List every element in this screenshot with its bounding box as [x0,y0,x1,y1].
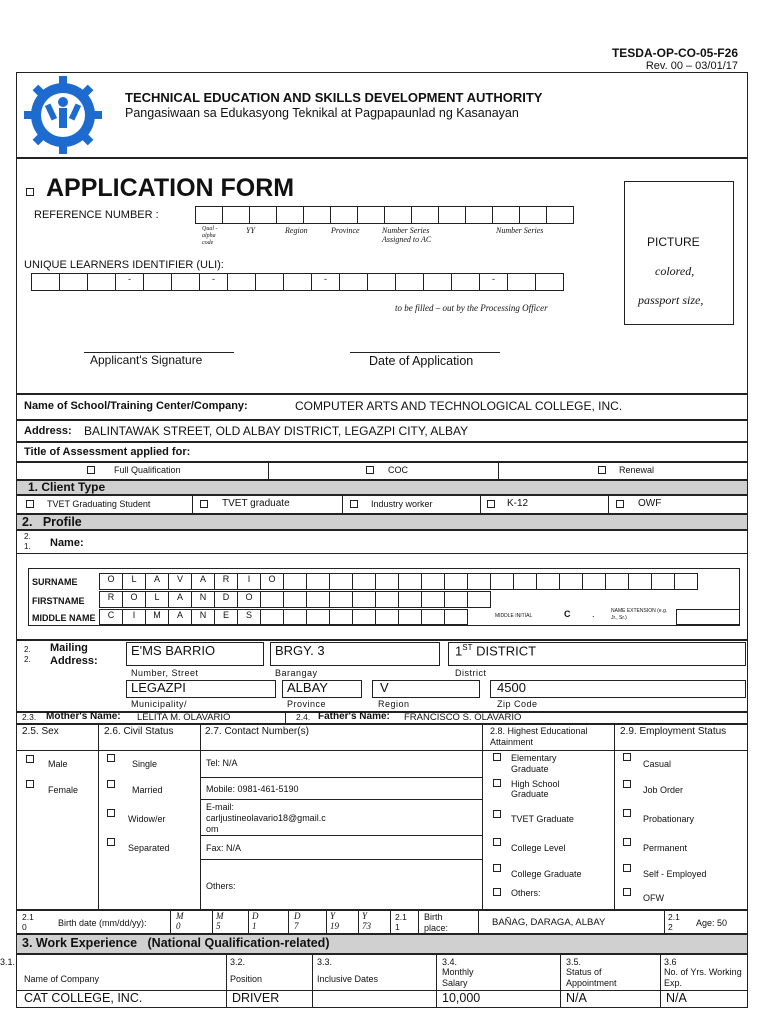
tvet-graduate-label: TVET graduate [222,498,290,509]
school-value[interactable]: COMPUTER ARTS AND TECHNOLOGICAL COLLEGE, INC. [295,399,623,413]
middlename-cells[interactable]: C I M A N E S [100,609,468,625]
mother-label: Mother's Name: [46,711,121,722]
permanent-checkbox[interactable] [623,838,631,846]
birth-y2[interactable]: Y 73 [362,911,371,931]
mother-value[interactable]: LELITA M. OLAVARIO [137,712,231,723]
name-extension-box[interactable] [676,609,740,625]
ref-sub-yy: YY [246,226,255,235]
probationary-checkbox[interactable] [623,809,631,817]
fax-value[interactable]: Fax: N/A [206,843,242,853]
tvet-graduate-edu-checkbox[interactable] [493,810,501,818]
work-position[interactable]: DRIVER [232,991,280,1005]
reference-number-grid[interactable] [196,206,574,224]
street-value: E'MS BARRIO [131,643,216,658]
middle-initial-dot: . [592,609,595,619]
male-checkbox[interactable] [26,755,34,763]
details-table [16,724,748,910]
age-value[interactable]: Age: 50 [696,918,728,928]
signature-label: Applicant's Signature [90,353,203,367]
father-num: 2.4. [296,712,311,722]
birth-m2[interactable]: M 5 [216,911,224,931]
email-label: E-mail: [206,802,235,812]
others-edu-label: Others: [511,888,541,898]
college-graduate-label: College Graduate [511,869,582,879]
name-label: Name: [50,537,84,549]
owf-checkbox[interactable] [616,500,624,508]
form-code: TESDA-OP-CO-05-F26 [611,46,738,60]
firstname-cells[interactable]: R O L A N D O [100,591,491,608]
self-employed-checkbox[interactable] [623,864,631,872]
mailing-label: Mailing Address: [50,642,98,667]
tvet-graduate-edu-label: TVET Graduate [511,814,574,824]
work-years[interactable]: N/A [666,991,687,1005]
job-order-checkbox[interactable] [623,780,631,788]
zip-field[interactable] [490,680,746,698]
ref-sub-region: Region [285,226,308,235]
address-label: Address: [24,425,72,437]
widower-label: Widow/er [128,814,166,824]
client-type-title: 1. Client Type [28,480,106,494]
birthplace-value[interactable]: BAÑAG, DARAGA, ALBAY [492,917,606,928]
married-checkbox[interactable] [107,780,115,788]
k12-checkbox[interactable] [487,500,495,508]
tvet-graduating-label: TVET Graduating Student [47,499,151,509]
address-value[interactable]: BALINTAWAK STREET, OLD ALBAY DISTRICT, LEGAZPI CITY, ALBAY [84,424,469,438]
work-col2-num: 3.2. [230,957,246,967]
birthplace-num: 2.1 1 [395,912,407,932]
industry-worker-checkbox[interactable] [350,500,358,508]
self-employed-label: Self - Employed [643,869,707,879]
birth-m1[interactable]: M 0 [176,911,184,931]
mobile-value[interactable]: Mobile: 0981-461-5190 [206,784,299,794]
college-level-label: College Level [511,843,566,853]
middlename-label: MIDDLE NAME [32,613,96,623]
birthplace-label: Birth place: [424,912,449,933]
date-label: Date of Application [369,354,474,368]
separated-label: Separated [128,843,170,853]
work-col1-num: 3.1. [0,957,16,967]
renewal-label: Renewal [619,465,655,475]
high-school-label: High School Graduate [511,779,560,799]
tel-value[interactable]: Tel: N/A [206,758,238,768]
municipality-value: LEGAZPI [131,680,186,695]
full-qualification-checkbox[interactable] [87,466,95,474]
date-line [350,352,500,353]
k12-label: K-12 [507,498,529,509]
middle-initial-value[interactable]: C [564,609,571,619]
work-col1-label: Name of Company [24,974,100,984]
profile-title: 2. Profile [22,515,82,529]
client-type-header [16,480,748,495]
work-col5-label: Status of Appointment [566,967,617,988]
work-col4-label: Monthly Salary [442,967,474,988]
owf-label: OWF [638,498,662,509]
province-value: ALBAY [287,680,328,695]
ref-sub-series: Number Series [496,226,544,235]
job-order-label: Job Order [643,785,684,795]
work-col3-label: Inclusive Dates [317,974,379,984]
others-edu-checkbox[interactable] [493,888,501,896]
work-col5-num: 3.5. [566,957,582,967]
picture-colored: colored, [655,264,695,278]
casual-checkbox[interactable] [623,753,631,761]
work-title: 3. Work Experience (National Qualification-related) [22,936,330,950]
casual-label: Casual [643,759,672,769]
school-label: Name of School/Training Center/Company: [24,400,248,412]
industry-worker-label: Industry worker [371,499,433,509]
coc-label: COC [388,465,408,475]
sex-header: 2.5. Sex [22,726,59,737]
uli-label: UNIQUE LEARNERS IDENTIFIER (ULI): [24,259,224,271]
region-value: V [380,680,389,695]
male-label: Male [48,759,68,769]
work-col4-num: 3.4. [442,957,458,967]
work-col2-label: Position [230,974,263,984]
work-col3-num: 3.3. [317,957,333,967]
father-value[interactable]: FRANCISCO S. OLAVARIO [404,712,522,723]
civil-status-header: 2.6. Civil Status [104,726,174,737]
single-label: Single [132,759,158,769]
work-col6-num: 3.6 [664,957,677,967]
picture-label: PICTURE [647,235,700,249]
work-col6-label: No. of Yrs. Working Exp. [664,967,742,988]
mother-num: 2.3. [22,712,37,722]
email-value-cont: om [206,824,219,834]
ofw-label: OFW [643,893,664,903]
birth-num: 2.1 0 [22,912,34,932]
widower-checkbox[interactable] [107,809,115,817]
others-contact[interactable]: Others: [206,881,236,891]
separated-checkbox[interactable] [107,838,115,846]
surname-label: SURNAME [32,577,78,587]
birth-d2[interactable]: D 7 [294,911,301,931]
district-value: 1ST DISTRICT [455,643,537,659]
barangay-value: BRGY. 3 [275,643,325,658]
elementary-label: Elementary Graduate [511,753,557,774]
firstname-label: FIRSTNAME [32,596,85,606]
birthdate-label: Birth date (mm/dd/yy): [58,918,147,928]
father-label: Father's Name: [318,711,390,722]
zip-label: Zip Code [497,699,538,709]
application-checkbox[interactable] [26,188,34,196]
street-label: Number, Street [131,668,199,678]
education-header: 2.8. Highest Educational Attainment [490,726,588,747]
birth-d1[interactable]: D 1 [252,911,259,931]
college-level-checkbox[interactable] [493,838,501,846]
processing-note: to be filled – out by the Processing Officer [395,303,548,313]
female-checkbox[interactable] [26,780,34,788]
age-num: 2.1 2 [668,912,680,932]
picture-size: passport size, [638,293,704,307]
work-status[interactable]: N/A [566,991,587,1005]
college-graduate-checkbox[interactable] [493,864,501,872]
assessment-label: Title of Assessment applied for: [24,446,191,458]
work-company[interactable]: CAT COLLEGE, INC. [24,991,143,1005]
elementary-checkbox[interactable] [493,753,501,761]
tvet-graduating-checkbox[interactable] [26,500,34,508]
single-checkbox[interactable] [107,754,115,762]
high-school-checkbox[interactable] [493,779,501,787]
contact-header: 2.7. Contact Number(s) [205,726,309,737]
employment-header: 2.9. Employment Status [620,726,727,737]
tesda-logo [22,74,104,156]
renewal-checkbox[interactable] [598,466,606,474]
name-extension-label: NAME EXTENSION (e.g. Jr., Sr.) [611,608,668,621]
probationary-label: Probationary [643,814,695,824]
ref-sub-qual: Qual - alpha code [202,226,218,246]
birth-y1[interactable]: Y 19 [330,911,339,931]
tvet-graduate-checkbox[interactable] [200,500,208,508]
ofw-checkbox[interactable] [623,888,631,896]
middle-initial-label: MIDDLE INITIAL [495,613,533,619]
female-label: Female [48,785,79,795]
zip-value: 4500 [497,680,526,695]
application-title: APPLICATION FORM [46,174,295,202]
municipality-label: Municipality/ [131,699,188,709]
reference-label: REFERENCE NUMBER : [34,209,159,221]
ref-sub-province: Province [331,226,360,235]
coc-checkbox[interactable] [366,466,374,474]
province-label: Province [287,699,327,709]
agency-name: TECHNICAL EDUCATION AND SKILLS DEVELOPMENT AUTHORITY [125,90,543,105]
married-label: Married [132,785,163,795]
email-value[interactable]: carljustineolavario18@gmail.c [206,813,326,823]
work-salary[interactable]: 10,000 [442,991,481,1005]
uli-grid[interactable]: - - - - [32,273,564,291]
district-label: District [455,668,487,678]
surname-cells[interactable]: O L A V A R I O [100,573,698,590]
region-label: Region [378,699,410,709]
ref-sub-series-ac: Number Series Assigned to AC [382,226,432,244]
barangay-label: Barangay [275,668,318,678]
form-revision: Rev. 00 – 03/01/17 [645,60,738,72]
mailing-num: 2. 2. [24,645,31,664]
permanent-label: Permanent [643,843,688,853]
full-qualification-label: Full Qualification [114,465,181,475]
agency-tagalog: Pangasiwaan sa Edukasyong Teknikal at Pagpapaunlad ng Kasanayan [125,106,519,120]
profile-header [16,514,748,530]
name-num: 2. 1. [24,532,31,551]
